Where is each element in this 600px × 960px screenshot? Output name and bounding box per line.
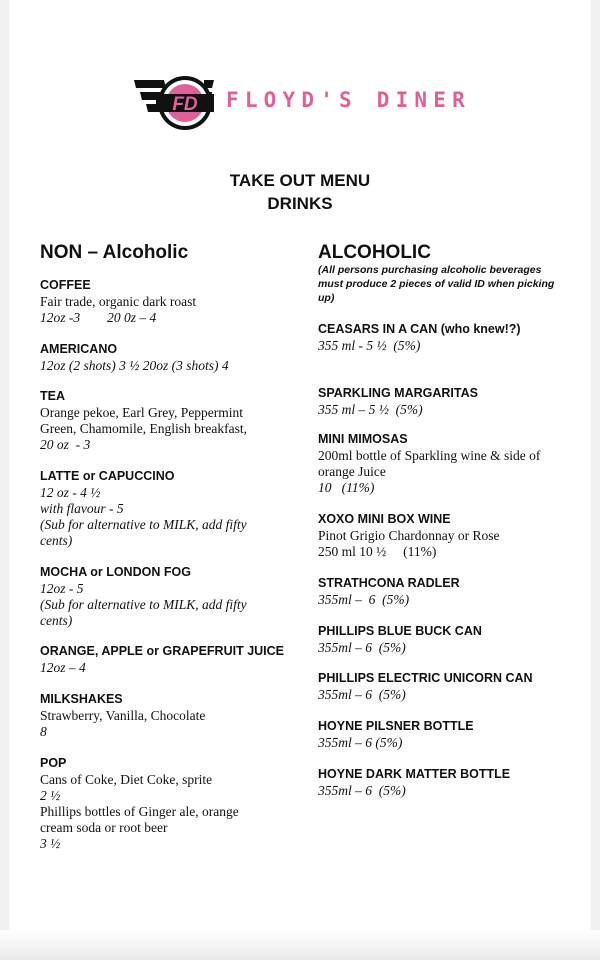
item-name: POP [40, 756, 67, 770]
item-name: AMERICANO [40, 342, 118, 356]
id-notice: (All persons purchasing alcoholic beverages must produce 2 pieces of valid ID when picking up) [318, 264, 555, 304]
item-margaritas: SPARKLING MARGARITAS 355 ml – 5 ½ (5%) [318, 386, 478, 417]
item-name: HOYNE DARK MATTER BOTTLE [318, 767, 511, 781]
item-name: TEA [40, 389, 65, 403]
brand-name: FLOYD'S DINER [226, 88, 471, 112]
item-caesars: CEASARS IN A CAN (who knew!?) 355 ml - 5 ½ (5%) [318, 322, 521, 353]
item-name: HOYNE PILSNER BOTTLE [318, 719, 474, 733]
alcoholic-title: ALCOHOLIC [318, 242, 431, 263]
non-alcoholic-title: NON – Alcoholic [40, 242, 189, 263]
item-electric-unicorn: PHILLIPS ELECTRIC UNICORN CAN 355ml – 6 (5%) [318, 671, 533, 702]
item-milkshakes: MILKSHAKES Strawberry, Vanilla, Chocolate 8 [40, 692, 206, 739]
item-juice: ORANGE, APPLE or GRAPEFRUIT JUICE 12oz – 4 [40, 644, 285, 675]
item-name: ORANGE, APPLE or GRAPEFRUIT JUICE [40, 644, 285, 658]
item-xoxo-wine: XOXO MINI BOX WINE Pinot Grigio Chardonnay or Rose 250 ml 10 ½ (11%) [318, 512, 500, 559]
item-coffee: COFFEE Fair trade, organic dark roast 12oz -3 20 0z – 4 [40, 278, 197, 325]
item-name: COFFEE [40, 278, 91, 292]
item-mimosas: MINI MIMOSAS 200ml bottle of Sparkling wine & side of orange Juice 10 (11%) [318, 432, 541, 495]
item-name: LATTE or CAPUCCINO [40, 469, 175, 483]
item-hoyne-pilsner: HOYNE PILSNER BOTTLE 355ml – 6 (5%) [318, 719, 474, 750]
item-radler: STRATHCONA RADLER 355ml – 6 (5%) [318, 576, 460, 607]
item-pop: POP Cans of Coke, Diet Coke, sprite 2 ½ Phillips bottles of Ginger ale, orange cream soda or root beer 3 ½ [40, 756, 239, 851]
item-name: STRATHCONA RADLER [318, 576, 460, 590]
item-name: SPARKLING MARGARITAS [318, 386, 478, 400]
item-name: MOCHA or LONDON FOG [40, 565, 191, 579]
page-title: TAKE OUT MENU [229, 171, 371, 190]
item-americano: AMERICANO 12oz (2 shots) 3 ½ 20oz (3 shots) 4 [40, 342, 229, 373]
logo-letters: FD [172, 94, 198, 115]
item-name: MINI MIMOSAS [318, 432, 408, 446]
item-latte: LATTE or CAPUCCINO 12 oz - 4 ½ with flavour - 5 (Sub for alternative to MILK, add fifty cents) [40, 469, 247, 548]
item-tea: TEA Orange pekoe, Earl Grey, Peppermint Green, Chamomile, English breakfast, 20 oz - 3 [40, 389, 247, 452]
item-blue-buck: PHILLIPS BLUE BUCK CAN 355ml – 6 (5%) [318, 624, 482, 655]
item-name: CEASARS IN A CAN (who knew!?) [318, 322, 521, 336]
page-subtitle: DRINKS [267, 194, 333, 213]
page-edge [0, 930, 600, 960]
item-name: XOXO MINI BOX WINE [318, 512, 451, 526]
item-name: PHILLIPS ELECTRIC UNICORN CAN [318, 671, 533, 685]
item-mocha: MOCHA or LONDON FOG 12oz - 5 (Sub for alternative to MILK, add fifty cents) [40, 565, 247, 628]
item-name: PHILLIPS BLUE BUCK CAN [318, 624, 482, 638]
item-name: MILKSHAKES [40, 692, 123, 706]
item-hoyne-dark-matter: HOYNE DARK MATTER BOTTLE 355ml – 6 (5%) [318, 767, 511, 798]
